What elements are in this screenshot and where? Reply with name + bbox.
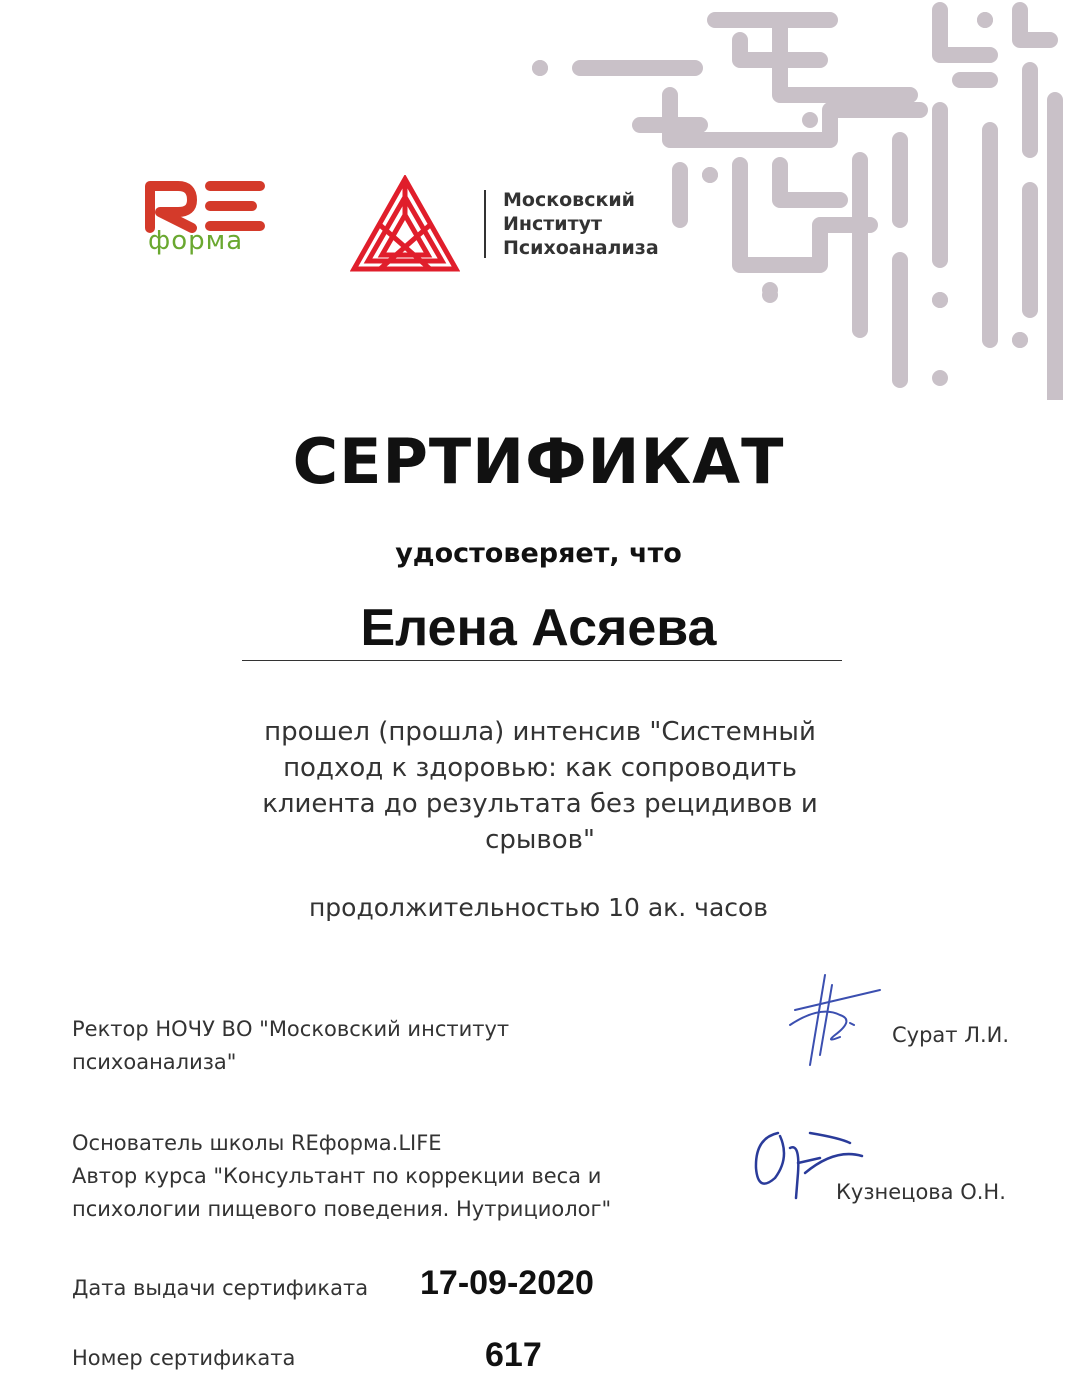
signatory-2-title [72, 1127, 611, 1226]
signatory-2-name: Кузнецова О.Н. [836, 1180, 1006, 1204]
institute-name-line-2: Институт [503, 213, 603, 235]
institute-logo-icon [350, 175, 460, 273]
certificate-subtitle: удостоверяет, что [395, 538, 682, 569]
certificate-number-label: Номер сертификата [72, 1346, 296, 1370]
issue-date-label: Дата выдачи сертификата [72, 1276, 369, 1300]
institute-name-line-3: Психоанализа [503, 237, 659, 259]
reforma-forma-text: форма [148, 226, 244, 256]
signature-1 [780, 965, 890, 1075]
signatory-2-line-2: Автор курса "Консультант по коррекции веса и [72, 1164, 602, 1188]
course-line-2: подход к здоровью: как сопроводить [283, 753, 797, 783]
institute-logo-divider [484, 190, 486, 258]
signatory-1-title [72, 1013, 509, 1079]
certificate-title: СЕРТИФИКАТ [292, 425, 785, 498]
course-duration: продолжительностью 10 ак. часов [308, 893, 769, 922]
signatory-1-name: Сурат Л.И. [892, 1023, 1010, 1047]
signatory-2-line-1: Основатель школы REформа.LIFE [72, 1131, 442, 1155]
signatory-1-line-1: Ректор НОЧУ ВО "Московский институт [72, 1017, 510, 1041]
institute-name-line-1: Московский [503, 189, 635, 211]
certificate-number-value: 617 [485, 1336, 542, 1374]
recipient-underline [242, 660, 842, 661]
issue-date-value: 17-09-2020 [420, 1264, 594, 1302]
signatory-2-line-3: психологии пищевого поведения. Нутрициолог" [72, 1197, 612, 1221]
signatory-1-line-2: психоанализа" [72, 1050, 237, 1074]
institute-name [503, 188, 659, 260]
course-description [240, 714, 840, 858]
course-line-3: клиента до результата без рецидивов и [262, 789, 818, 819]
recipient-name: Елена Асяева [360, 599, 717, 657]
course-line-1: прошел (прошла) интенсив "Системный [264, 717, 816, 747]
course-line-4: срывов" [485, 825, 595, 855]
reforma-logo [140, 178, 270, 268]
